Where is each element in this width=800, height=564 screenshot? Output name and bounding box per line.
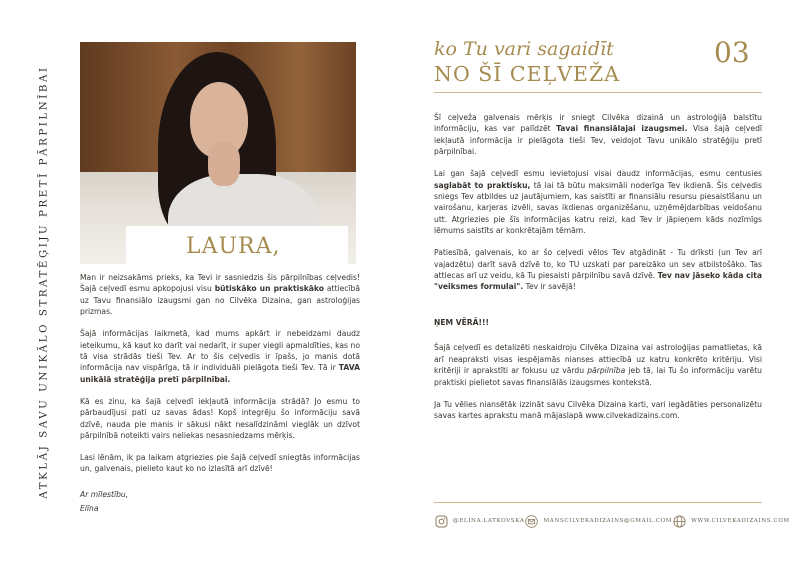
left-paragraph-1: Man ir neizsakāms prieks, ka Tevi ir sasniedzis šis pārpilnības ceļvedis! Šajā ceļvedī esmu apkopojusi visu būtiskāko un praktiskāko attiecībā uz Tavu finansiālo izaugsmi gan no Cilvēka Dizaina, gan astroloģijas prizmas. — [80, 273, 360, 317]
email-address: MANSCILVEKADIZAINS@GMAIL.COM — [543, 518, 673, 524]
heading-caps: NO ŠĪ CEĻVEŽA — [434, 62, 620, 86]
name-plate — [126, 226, 348, 266]
right-paragraph-3: Patiesībā, galvenais, ko ar šo ceļvedi vēlos Tev atgādināt - Tu drīksti (un Tev arī vajadzētu) darīt savā dzīvē to, ko TU uzskati par pareizāko un sev atbilstošāko. Tas attiecas arī uz veidu, kā Tu piesaisti pārpilnību savā dzīvē. Tev nav jāseko kāda cita "veiksmes formulai". Tev ir savējā! — [434, 248, 762, 292]
heading-italic: ko Tu vari sagaidīt — [434, 38, 614, 60]
email-link[interactable] — [524, 514, 672, 528]
greeting-name: LAURA, — [186, 233, 281, 259]
closing-line: Ar mīlestību, — [80, 489, 129, 499]
email-icon — [524, 514, 538, 528]
footer-divider — [434, 502, 762, 503]
right-paragraph-1: Šī ceļveža galvenais mērķis ir sniegt Cilvēka dizainā un astroloģijā balstītu informāciju, kas var palīdzēt Tavai finansiālajai izaugsmei. Visa šajā ceļvedī iekļautā informācija ir pielāgota tieši Tev, veidojot Tavu unikālo stratēģiju pretī pārpilnībai. — [434, 113, 763, 157]
website-url: WWW.CILVEKADIZAINS.COM — [691, 518, 790, 524]
right-paragraph-4: Šajā ceļvedī es detalizēti neskaidroju Cilvēka Dizaina vai astroloģijas pamatlietas, kā arī neapraksti visas iespējamās nianses attiecībā uz katru konkrēto kritēriju. Visi kritēriji ir aprakstīti ar fokusu uz vārdu pārpilnība jeb tā, lai Tu šo informāciju varētu praktiski pielietot savas finansiālās izaugsmes kontekstā. — [434, 343, 762, 387]
website-link[interactable] — [672, 514, 790, 528]
instagram-icon — [434, 514, 448, 528]
instagram-link[interactable] — [434, 514, 524, 528]
warning-title: ŅEM VĒRĀ!!! — [434, 317, 489, 327]
header-divider — [434, 92, 762, 93]
left-paragraph-4: Lasi lēnām, ik pa laikam atgriezies pie šajā ceļvedī sniegtās informācijas un, galvenais, pielieto kaut ko no izlasītā arī dzīvē! — [80, 453, 360, 474]
left-paragraph-3: Kā es zinu, ka šajā ceļvedī iekļautā informācija strādā? Jo esmu to pārbaudījusi pati uz savas ādas! Kopš integrēju šo informāciju savā dzīvē, nauda pie manis ir sākusi nākt nesalīdzināmi vieglāk un dzīvot pārpilnībā noteikti vairs neliekas nesasniedzams mērķis. — [80, 396, 360, 441]
left-paragraph-2: Šajā informācijas laikmetā, kad mums apkārt ir nebeidzami daudz ieteikumu, kā kaut ko darīt vai nedarīt, ir super viegli apmaldīties, kas no tā visa strādās tieši Tev. Ar to šis ceļvedis ir īpašs, jo manis dotā informācija nav vispārīga, tā ir individuāli pielāgota tieši Tev. Tā ir TAVA unikālā stratēģija pretī pārpilnībai. — [80, 329, 360, 384]
right-page-body — [434, 112, 762, 432]
globe-icon — [672, 514, 686, 528]
side-title: ATKLĀJ SAVU UNIKĀLO STRATĒĢIJU PRETĪ PĀRPILNĪBAI — [38, 65, 50, 499]
left-page-body — [80, 272, 360, 515]
page-number: 03 — [714, 36, 750, 69]
instagram-handle: @ELINA.LATKOVSKA — [453, 518, 525, 524]
contact-footer — [434, 508, 790, 534]
right-paragraph-2: Lai gan šajā ceļvedī esmu ievietojusi visai daudz informācijas, esmu centusies saglabāt to praktisku, tā lai tā būtu maksimāli noderīga Tev ikdienā. Šis ceļvedis sniegs Tev atbildes uz jautājumiem, kas saistīti ar finansiālu resursu piesaistīšanu un vairošanu, karjeras izvēli, savas ikdienas organizēšanu, uzņēmējdarbības veidošanu utt. Atgriezies pie šīs informācijas katru reizi, kad Tev ir jāpieņem kāds nozīmīgs lēmums saistīts ar konkrētajām tēmām. — [434, 169, 762, 236]
signature: Elīna — [80, 504, 99, 514]
right-paragraph-5: Ja Tu vēlies niansētāk izzināt savu Cilvēka Dizaina karti, vari iegādāties personalizētu savas kartes aprakstu manā mājaslapā www.cilvekadizains.com. — [434, 399, 762, 420]
